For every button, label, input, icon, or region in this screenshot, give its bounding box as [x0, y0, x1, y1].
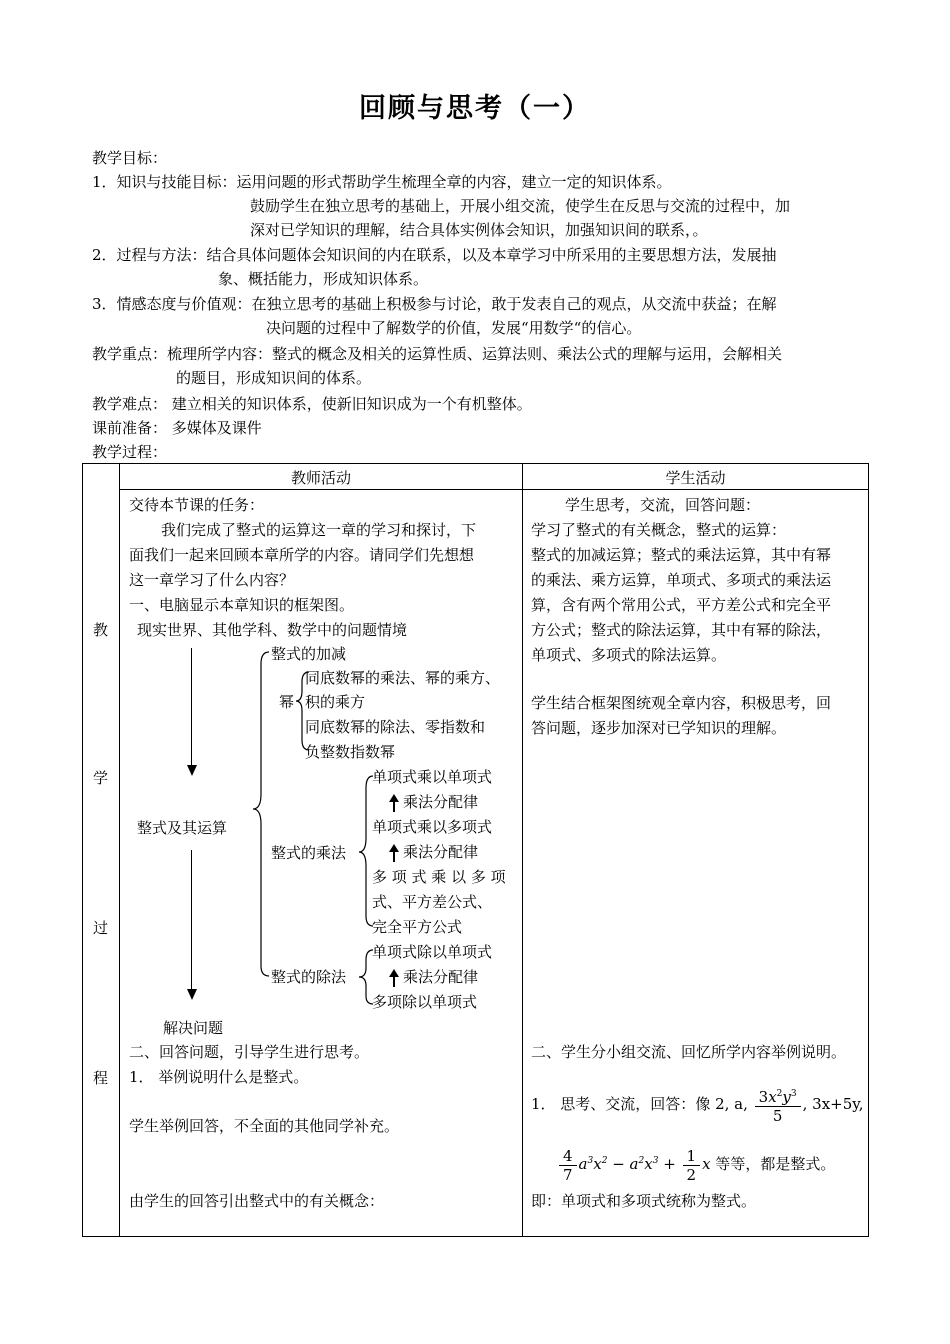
- key-points-line-2: 的题目，形成知识间的体系。: [176, 369, 372, 387]
- key-points-line-1: 梳理所学内容：整式的概念及相关的运算性质、运算法则、乘法公式的理解与运用，会解相关: [167, 345, 783, 363]
- student-line-8: 学生结合框架图统观全章内容，积极思考，回: [531, 694, 832, 712]
- concept-note: 由学生的回答引出整式中的有关概念：: [129, 1192, 385, 1210]
- page-title: 回顾与思考（一）: [359, 93, 591, 124]
- diagram-mult-3b: 式、平方差公式、: [372, 893, 493, 911]
- diagram-div-2: 多项除以单项式: [372, 993, 478, 1011]
- objective-3-label: 3．情感态度与价值观：: [92, 295, 252, 313]
- objective-1-line-1: 运用问题的形式帮助学生梳理全章的内容，建立一定的知识体系。: [236, 173, 672, 191]
- lesson-table: [82, 463, 869, 1237]
- header-student-activity: 学生活动: [665, 469, 726, 487]
- side-label-char-3: 过: [93, 919, 109, 937]
- diagram-mult-3a: 多 项 式 乘 以 多 项: [372, 868, 506, 886]
- objective-2-line-1: 结合具体问题体会知识间的内在联系，以及本章学习中所采用的主要思想方法，发展抽: [206, 246, 777, 264]
- student-line-10: 二、学生分小组交流、回忆所学内容举例说明。: [531, 1043, 847, 1061]
- diagram-mult-2: 单项式乘以多项式: [372, 818, 493, 836]
- diagram-add: 整式的加减: [271, 645, 347, 663]
- objective-1-line-2: 鼓励学生在独立思考的基础上，开展小组交流，使学生在反思与交流的过程中，加: [250, 197, 791, 215]
- student-line-11: [531, 1079, 864, 1129]
- diagram-mult-arrow-1-label: 乘法分配律: [403, 793, 479, 811]
- diagram-power-line-1: 同底数幂的乘法、幂的乘方、: [305, 669, 501, 687]
- diagram-mult: 整式的乘法: [271, 844, 347, 862]
- diagram-mult-arrow-1: [389, 790, 478, 815]
- diagram-mult-3c: 完全平方公式: [372, 918, 463, 936]
- fraction-3x2y3-over-5: $\frac{3x^2y^3}{5}$: [755, 1085, 801, 1125]
- objective-3-line-1: 在独立思考的基础上积极参与讨论，敢于发表自己的观点，从交流中获益；在解: [251, 295, 777, 313]
- diagram-power-line-4: 负整数指数幂: [305, 743, 396, 761]
- objective-2-line-2: 象、概括能力，形成知识体系。: [218, 270, 429, 288]
- fraction-1-over-2: $\frac{1}{2}$: [683, 1147, 701, 1184]
- diagram-div: 整式的除法: [271, 968, 347, 986]
- header-teacher-activity: 教师活动: [290, 469, 351, 487]
- diagram-power-label: 幂: [279, 693, 295, 711]
- objective-2-label: 2．过程与方法：: [92, 246, 207, 264]
- diagram-source: 现实世界、其他学科、数学中的问题情境: [137, 621, 408, 639]
- student-line-6: 方公式；整式的除法运算，其中有幂的除法，: [531, 621, 832, 639]
- objective-1-label: 1．知识与技能目标：: [92, 173, 237, 191]
- objective-2: [92, 243, 777, 267]
- student-line-4: 的乘法、乘方运算，单项式、多项式的乘法运: [531, 571, 832, 589]
- difficulty: [92, 392, 532, 416]
- preparation: [92, 416, 262, 440]
- student-line-11-prefix: 1． 思考、交流，回答：像 2, a,: [531, 1095, 748, 1113]
- student-line-3: 整式的加减运算；整式的乘法运算，其中有幂: [531, 546, 832, 564]
- student-line-5: 算，含有两个常用公式，平方差公式和完全平: [531, 596, 832, 614]
- step-2: 二、回答问题，引导学生进行思考。: [129, 1043, 370, 1061]
- task-title: 交待本节课的任务：: [129, 496, 265, 514]
- diagram-power-line-3: 同底数幂的除法、零指数和: [305, 718, 486, 736]
- intro-line-1: 我们完成了整式的运算这一章的学习和探讨，下: [161, 521, 477, 539]
- diagram-mult-arrow-2: [389, 840, 478, 865]
- difficulty-text: 建立相关的知识体系，使新旧知识成为一个有机整体。: [171, 395, 532, 413]
- intro-line-3: 这一章学习了什么内容？: [129, 571, 295, 589]
- diagram-power-line-2: 积的乘方: [305, 693, 366, 711]
- student-line-2: 学习了整式的有关概念，整式的运算：: [531, 521, 787, 539]
- polynomial-expression: $a^3x^2 - a^2x^3$ +: [578, 1155, 681, 1173]
- student-line-12: $\frac{4}{7}$ $a^3x^2 - a^2x^3$ + $\frac{1}{2}$ x 等等，都是整式。: [557, 1136, 835, 1189]
- difficulty-label: 教学难点：: [92, 395, 168, 413]
- key-points: [92, 342, 782, 366]
- diagram-end: 解决问题: [163, 1019, 224, 1037]
- diagram-div-arrow-label: 乘法分配律: [403, 968, 479, 986]
- fraction-4-over-7: $\frac{4}{7}$: [559, 1147, 577, 1184]
- diagram-mult-1: 单项式乘以单项式: [372, 768, 493, 786]
- process-label: 教学过程：: [92, 443, 168, 461]
- brace-div: [359, 950, 373, 1004]
- up-arrow-icon: [389, 844, 399, 862]
- step-1: 一、电脑显示本章知识的框架图。: [129, 596, 355, 614]
- intro-line-2: 面我们一起来回顾本章所学的内容。请同学们先想想: [129, 546, 475, 564]
- student-line-7: 单项式、多项式的除法运算。: [531, 646, 727, 664]
- preparation-text: 多媒体及课件: [171, 419, 262, 437]
- student-line-12-suffix: 等等，都是整式。: [715, 1155, 836, 1173]
- diagram-div-arrow: [389, 965, 478, 990]
- objectives-heading: 教学目标：: [92, 149, 168, 167]
- side-label-char-2: 学: [93, 769, 109, 787]
- student-line-13: 即：单项式和多项式统称为整式。: [531, 1192, 757, 1210]
- brace-mult: [359, 776, 373, 926]
- diagram-mult-arrow-2-label: 乘法分配律: [403, 843, 479, 861]
- student-line-9: 答问题，逐步加深对已学知识的理解。: [531, 719, 787, 737]
- objective-3: [92, 292, 777, 316]
- up-arrow-icon: [389, 794, 399, 812]
- up-arrow-icon: [389, 969, 399, 987]
- diagram-center: 整式及其运算: [137, 819, 228, 837]
- side-label-char-4: 程: [93, 1069, 109, 1087]
- answer-note: 学生举例回答，不全面的其他同学补充。: [129, 1117, 400, 1135]
- side-label-char-1: 教: [93, 621, 109, 639]
- brace-main: [253, 652, 269, 976]
- objective-1-line-3: 深对已学知识的理解，结合具体实例体会知识，加强知识间的联系，。: [250, 221, 708, 239]
- preparation-label: 课前准备：: [92, 419, 168, 437]
- student-line-1: 学生思考，交流，回答问题：: [565, 496, 761, 514]
- objective-1: [92, 170, 672, 194]
- key-points-label: 教学重点：: [92, 345, 168, 363]
- diagram-div-1: 单项式除以单项式: [372, 943, 493, 961]
- question-1: 1． 举例说明什么是整式。: [129, 1068, 309, 1086]
- objective-3-line-2: 决问题的过程中了解数学的价值，发展“用数学“的信心。: [266, 319, 642, 337]
- student-line-11-suffix: , 3x+5y,: [802, 1095, 864, 1113]
